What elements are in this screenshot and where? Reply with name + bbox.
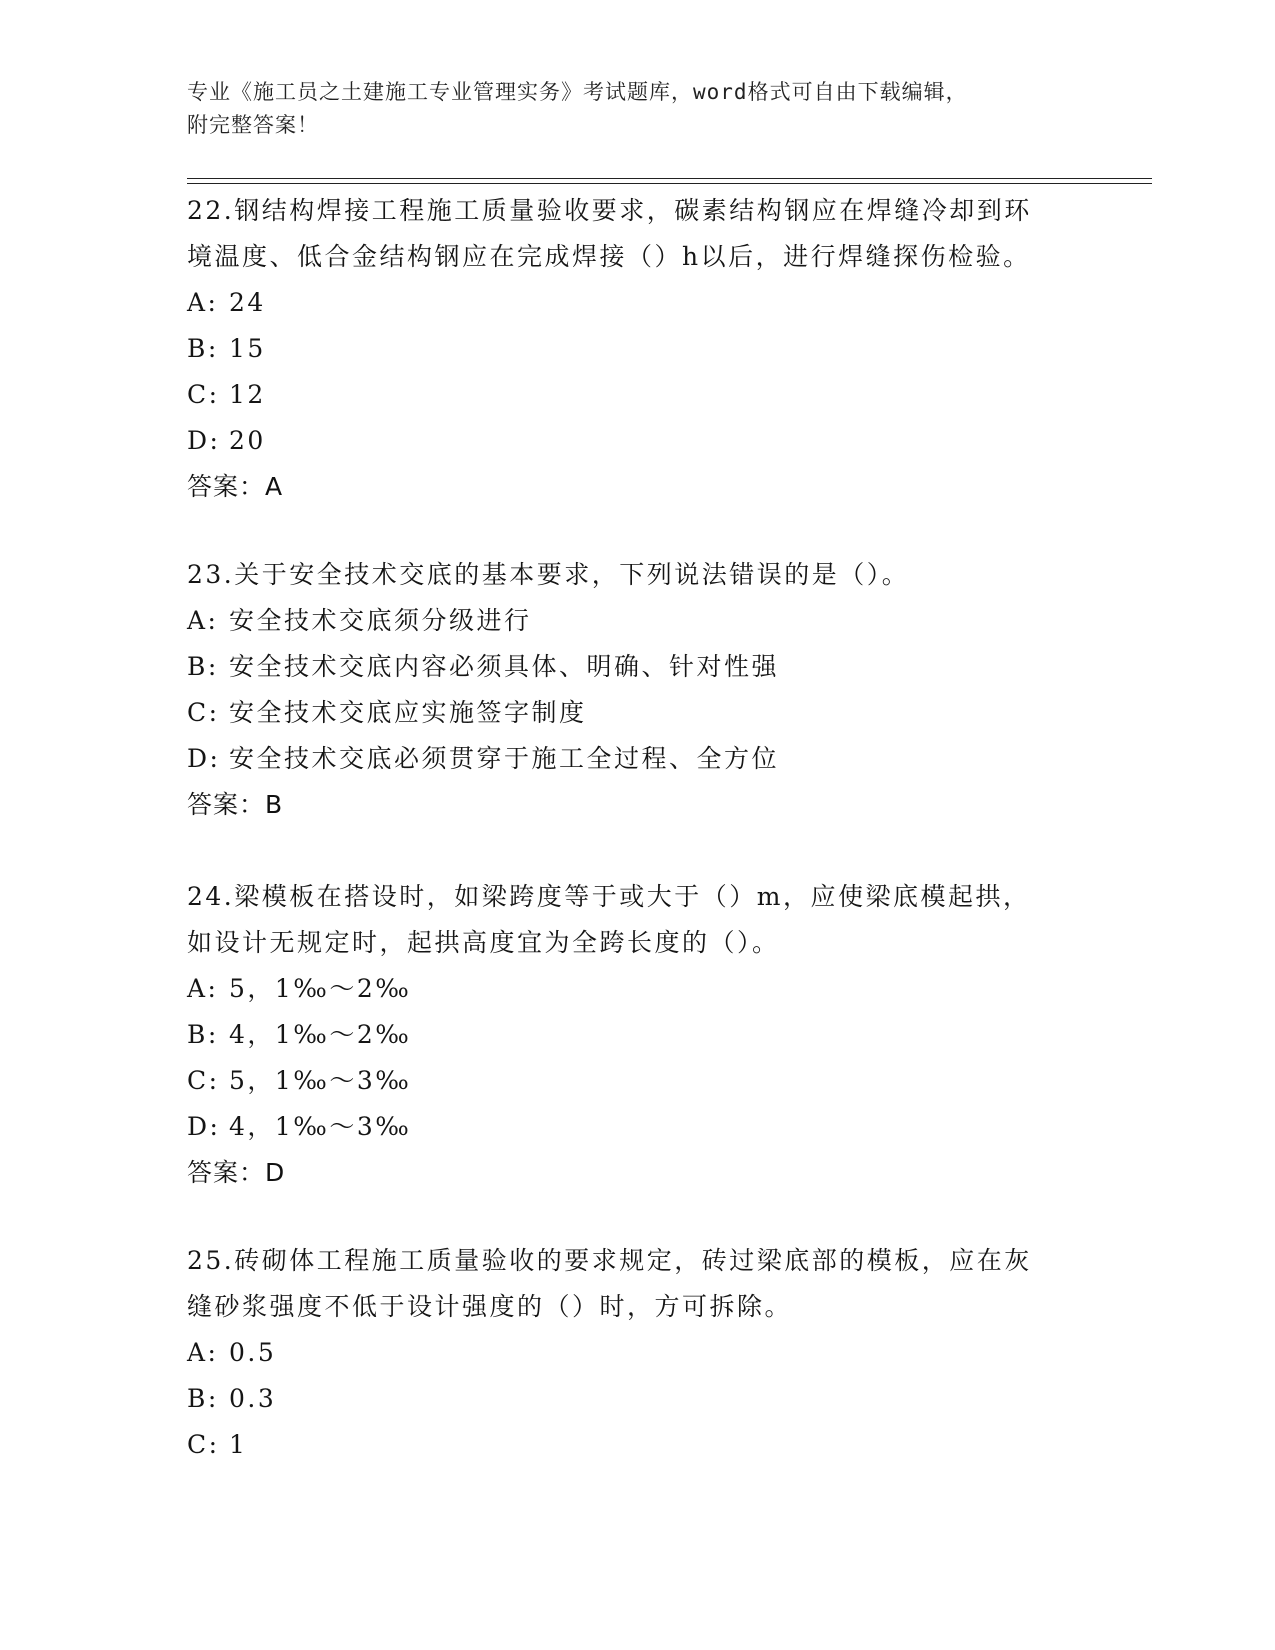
question-23 bbox=[187, 552, 1087, 828]
question-24 bbox=[187, 874, 1087, 1196]
option-letter: A: bbox=[187, 288, 219, 317]
option-letter: C: bbox=[187, 1066, 220, 1095]
question-stem-line: 如设计无规定时，起拱高度宜为全跨长度的（）。 bbox=[187, 928, 780, 957]
header-divider-bottom bbox=[187, 183, 1152, 184]
option-letter: C: bbox=[187, 1430, 220, 1459]
question-stem-line: 23.关于安全技术交底的基本要求，下列说法错误的是（）。 bbox=[187, 560, 910, 589]
answer-line: 答案：D bbox=[187, 1158, 286, 1187]
option-text: 安全技术交底必须贯穿于施工全过程、全方位 bbox=[229, 744, 780, 773]
option-d bbox=[187, 418, 1087, 464]
option-letter: A: bbox=[187, 1338, 219, 1367]
question-25 bbox=[187, 1238, 1087, 1468]
option-a bbox=[187, 966, 1087, 1012]
option-text: 安全技术交底应实施签字制度 bbox=[229, 698, 587, 727]
option-letter: A: bbox=[187, 974, 219, 1003]
option-letter: D: bbox=[187, 426, 221, 455]
option-letter: B: bbox=[187, 334, 219, 363]
header-line-2: 附完整答案！ bbox=[187, 113, 319, 137]
option-d bbox=[187, 736, 1087, 782]
option-c bbox=[187, 1422, 1087, 1468]
option-letter: B: bbox=[187, 1020, 219, 1049]
option-letter: D: bbox=[187, 1112, 221, 1141]
option-c bbox=[187, 372, 1087, 418]
option-letter: B: bbox=[187, 652, 219, 681]
question-stem-line: 25.砖砌体工程施工质量验收的要求规定，砖过梁底部的模板，应在灰 bbox=[187, 1246, 1032, 1275]
option-text: 安全技术交底须分级进行 bbox=[229, 606, 532, 635]
option-text: 1 bbox=[229, 1430, 248, 1459]
option-letter: A: bbox=[187, 606, 219, 635]
option-a bbox=[187, 1330, 1087, 1376]
option-text: 0.5 bbox=[229, 1338, 277, 1367]
option-text: 4，1‰～2‰ bbox=[229, 1020, 412, 1049]
option-b bbox=[187, 326, 1087, 372]
question-stem-line: 境温度、低合金结构钢应在完成焊接（）h以后，进行焊缝探伤检验。 bbox=[187, 242, 1031, 271]
header-divider-top bbox=[187, 178, 1152, 179]
option-text: 24 bbox=[229, 288, 266, 317]
option-c bbox=[187, 690, 1087, 736]
answer-line: 答案：B bbox=[187, 790, 284, 819]
option-text: 0.3 bbox=[229, 1384, 277, 1413]
document-header bbox=[187, 76, 1067, 142]
option-b bbox=[187, 1012, 1087, 1058]
question-22 bbox=[187, 188, 1087, 510]
option-letter: B: bbox=[187, 1384, 219, 1413]
option-text: 4，1‰～3‰ bbox=[229, 1112, 412, 1141]
option-text: 5，1‰～3‰ bbox=[229, 1066, 412, 1095]
option-c bbox=[187, 1058, 1087, 1104]
option-text: 5，1‰～2‰ bbox=[229, 974, 412, 1003]
option-letter: D: bbox=[187, 744, 221, 773]
option-text: 安全技术交底内容必须具体、明确、针对性强 bbox=[229, 652, 780, 681]
question-stem-line: 22.钢结构焊接工程施工质量验收要求，碳素结构钢应在焊缝冷却到环 bbox=[187, 196, 1032, 225]
option-b bbox=[187, 1376, 1087, 1422]
option-a bbox=[187, 598, 1087, 644]
question-stem-line: 缝砂浆强度不低于设计强度的（）时，方可拆除。 bbox=[187, 1292, 793, 1321]
option-text: 20 bbox=[229, 426, 266, 455]
option-b bbox=[187, 644, 1087, 690]
option-a bbox=[187, 280, 1087, 326]
question-stem-line: 24.梁模板在搭设时，如梁跨度等于或大于（）m，应使梁底模起拱， bbox=[187, 882, 1031, 911]
option-text: 15 bbox=[229, 334, 266, 363]
answer-line: 答案：A bbox=[187, 472, 284, 501]
header-line-1: 专业《施工员之土建施工专业管理实务》考试题库，word格式可自由下载编辑， bbox=[187, 80, 968, 104]
option-letter: C: bbox=[187, 380, 220, 409]
option-letter: C: bbox=[187, 698, 220, 727]
option-text: 12 bbox=[229, 380, 266, 409]
option-d bbox=[187, 1104, 1087, 1150]
